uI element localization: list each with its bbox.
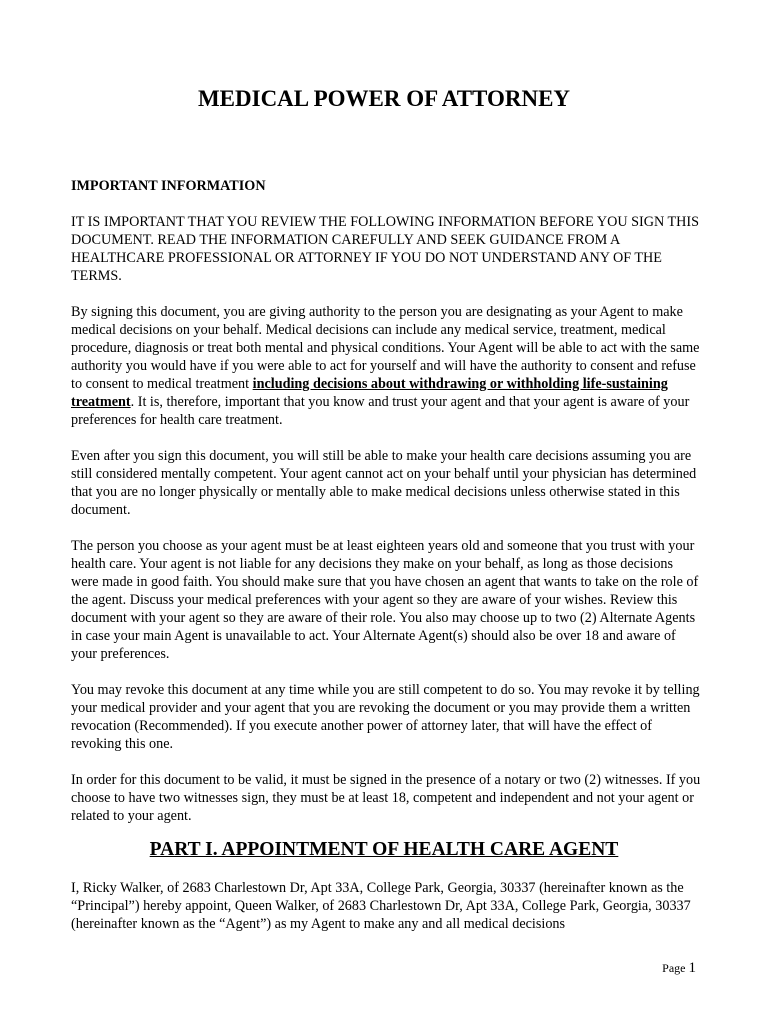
warning-paragraph: IT IS IMPORTANT THAT YOU REVIEW THE FOLLOWING INFORMATION BEFORE YOU SIGN THIS DOCUMENT. READ THE INFORMATION CAREFULLY AND SEEK GUIDANCE FROM A HEALTHCARE PROFESSIONAL OR ATTORNEY IF YOU DO NOT UNDERSTAND ANY OF THE TERMS.	[71, 214, 700, 284]
document-title: MEDICAL POWER OF ATTORNEY	[197, 86, 571, 111]
life-sustaining-treatment-emphasis: including decisions about withdrawing or withholding life-sustaining treatment	[71, 376, 668, 410]
part-one-heading: PART I. APPOINTMENT OF HEALTH CARE AGENT	[149, 839, 619, 860]
authority-paragraph	[71, 303, 703, 429]
important-information-heading: IMPORTANT INFORMATION	[71, 178, 266, 194]
revocation-paragraph: You may revoke this document at any time while you are still competent to do so. You may revoke it by telling your medical provider and your agent that you are revoking the document or you may provide them a written revocation (Recommended). If you execute another power of attorney later, that will have the effect of revoking this one.	[71, 682, 700, 752]
page-number-footer	[662, 959, 696, 977]
competency-paragraph: Even after you sign this document, you will still be able to make your health care decisions assuming you are still considered mentally competent. Your agent cannot act on your behalf until your physician has determined that you are no longer physically or mentally able to make medical decisions unless otherwise stated in this document.	[71, 448, 697, 518]
authority-paragraph-start: By signing this document, you are giving authority to the person you are designating as your Agent to make medical decisions on your behalf. Medical decisions can include any medical service, treatment, medical procedure, diagnosis or treat both mental and physical conditions. Your Agent will be able to act with the same authority you would have if you were able to act for yourself and will have the authority to consent and refuse to consent to medical treatment	[71, 304, 700, 392]
part-one-paragraph: I, Ricky Walker, of 2683 Charlestown Dr, Apt 33A, College Park, Georgia, 30337 (hereinafter known as the “Principal”) hereby appoint, Queen Walker, of 2683 Charlestown Dr, Apt 33A, College Park, Georgia, 30337 (hereinafter known as the “Agent”) as my Agent to make any and all medical decisions	[71, 880, 691, 932]
important-information-section	[71, 177, 703, 825]
authority-paragraph-end: . It is, therefore, important that you know and trust your agent and that your agent is aware of your preferences for health care treatment.	[71, 394, 690, 428]
validity-paragraph: In order for this document to be valid, it must be signed in the presence of a notary or two (2) witnesses. If you choose to have two witnesses sign, they must be at least 18, competent and independent and not your agent or related to your agent.	[71, 772, 701, 824]
page-number: 1	[688, 960, 696, 976]
page-label: Page	[662, 961, 686, 975]
agent-choice-paragraph: The person you choose as your agent must be at least eighteen years old and someone that you trust with your health care. Your agent is not liable for any decisions they make on your behalf, as long as those decisions were made in good faith. You should make sure that you have chosen an agent that wants to take on the role of the agent. Discuss your medical preferences with your agent so they are aware of your wishes. Review this document with your agent so they are aware of their role. You also may choose up to two (2) Alternate Agents in case your main Agent is unavailable to act. Your Alternate Agent(s) should also be over 18 and aware of your preferences.	[71, 538, 699, 662]
